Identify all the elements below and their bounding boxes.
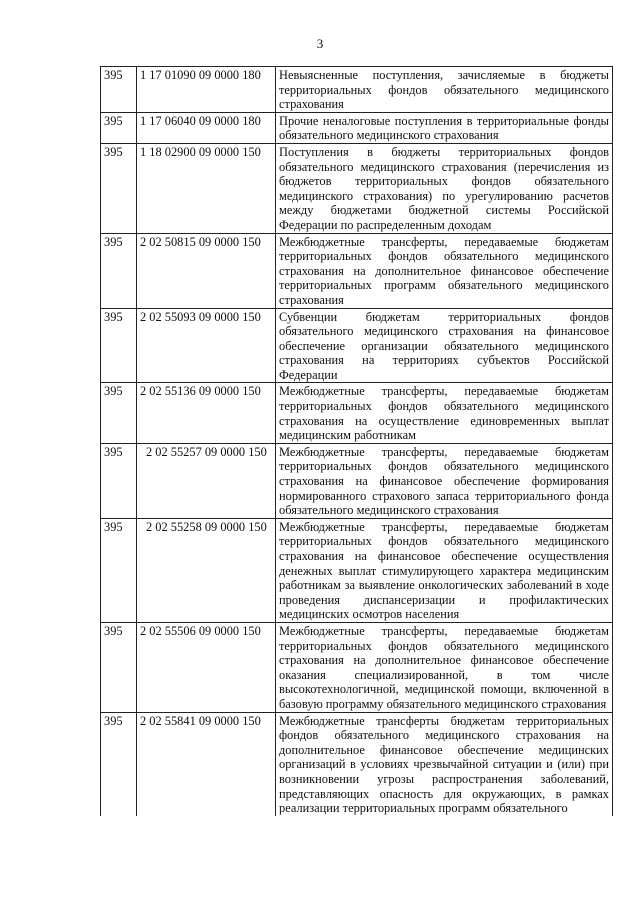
table-row	[101, 383, 613, 443]
table-row	[101, 443, 613, 518]
table-row	[101, 712, 613, 816]
table-row	[101, 112, 613, 143]
description-cell: Межбюджетные трансферты, передаваемые бюджетам территориальных фондов обязательного медицинского страхования на финансовое обеспечение осуществления денежных выплат стимулирующего характера медицинским работникам за выявление онкологических заболеваний в ходе проведения диспансеризации и профилактических медицинских осмотров населения	[276, 518, 613, 622]
budget-code-cell: 2 02 55136 09 0000 150	[137, 383, 276, 443]
description-cell: Межбюджетные трансферты бюджетам территориальных фондов обязательного медицинского страхования на дополнительное финансовое обеспечение медицинских организаций в условиях чрезвычайной ситуации и (или) при возникновении угрозы распространения заболеваний, представляющих опасность для окружающих, в рамках реализации территориальных программ обязательного	[276, 712, 613, 816]
budget-code-cell: 2 02 55841 09 0000 150	[137, 712, 276, 816]
budget-code-cell: 2 02 55258 09 0000 150	[137, 518, 276, 622]
budget-code-cell: 1 18 02900 09 0000 150	[137, 143, 276, 233]
admin-code-cell: 395	[101, 712, 137, 816]
table-row	[101, 622, 613, 712]
description-cell: Поступления в бюджеты территориальных фондов обязательного медицинского страхования (перечисления из бюджетов территориальных фондов обязательного медицинского страхования) по урегулированию расчетов между бюджетами бюджетной системы Российской Федерации по распределенным доходам	[276, 143, 613, 233]
budget-codes-table	[100, 66, 613, 816]
description-cell: Субвенции бюджетам территориальных фондов обязательного медицинского страхования на финансовое обеспечение организации обязательного медицинского страхования на территориях субъектов Российской Федерации	[276, 308, 613, 383]
admin-code-cell: 395	[101, 67, 137, 113]
admin-code-cell: 395	[101, 518, 137, 622]
budget-code-cell: 2 02 55093 09 0000 150	[137, 308, 276, 383]
table-row	[101, 233, 613, 308]
admin-code-cell: 395	[101, 443, 137, 518]
budget-code-cell: 1 17 01090 09 0000 180	[137, 67, 276, 113]
description-cell: Межбюджетные трансферты, передаваемые бюджетам территориальных фондов обязательного медицинского страхования на осуществление единовременных выплат медицинским работникам	[276, 383, 613, 443]
budget-code-cell: 2 02 50815 09 0000 150	[137, 233, 276, 308]
admin-code-cell: 395	[101, 112, 137, 143]
admin-code-cell: 395	[101, 143, 137, 233]
description-cell: Невыясненные поступления, зачисляемые в бюджеты территориальных фондов обязательного медицинского страхования	[276, 67, 613, 113]
table-row	[101, 67, 613, 113]
budget-code-cell: 1 17 06040 09 0000 180	[137, 112, 276, 143]
table-row	[101, 308, 613, 383]
budget-code-cell: 2 02 55506 09 0000 150	[137, 622, 276, 712]
description-cell: Межбюджетные трансферты, передаваемые бюджетам территориальных фондов обязательного медицинского страхования на дополнительное финансовое обеспечение оказания специализированной, в том числе высокотехнологичной, медицинской помощи, включенной в базовую программу обязательного медицинского страхования	[276, 622, 613, 712]
description-cell: Межбюджетные трансферты, передаваемые бюджетам территориальных фондов обязательного медицинского страхования на финансовое обеспечение формирования нормированного страхового запаса территориального фонда обязательного медицинского страхования	[276, 443, 613, 518]
page-number: 3	[316, 36, 324, 51]
table-row	[101, 143, 613, 233]
description-cell: Прочие неналоговые поступления в территориальные фонды обязательного медицинского страхования	[276, 112, 613, 143]
table-row	[101, 518, 613, 622]
admin-code-cell: 395	[101, 233, 137, 308]
admin-code-cell: 395	[101, 308, 137, 383]
admin-code-cell: 395	[101, 622, 137, 712]
budget-code-cell: 2 02 55257 09 0000 150	[137, 443, 276, 518]
admin-code-cell: 395	[101, 383, 137, 443]
description-cell: Межбюджетные трансферты, передаваемые бюджетам территориальных фондов обязательного медицинского страхования на дополнительное финансовое обеспечение территориальных программ обязательного медицинского страхования	[276, 233, 613, 308]
